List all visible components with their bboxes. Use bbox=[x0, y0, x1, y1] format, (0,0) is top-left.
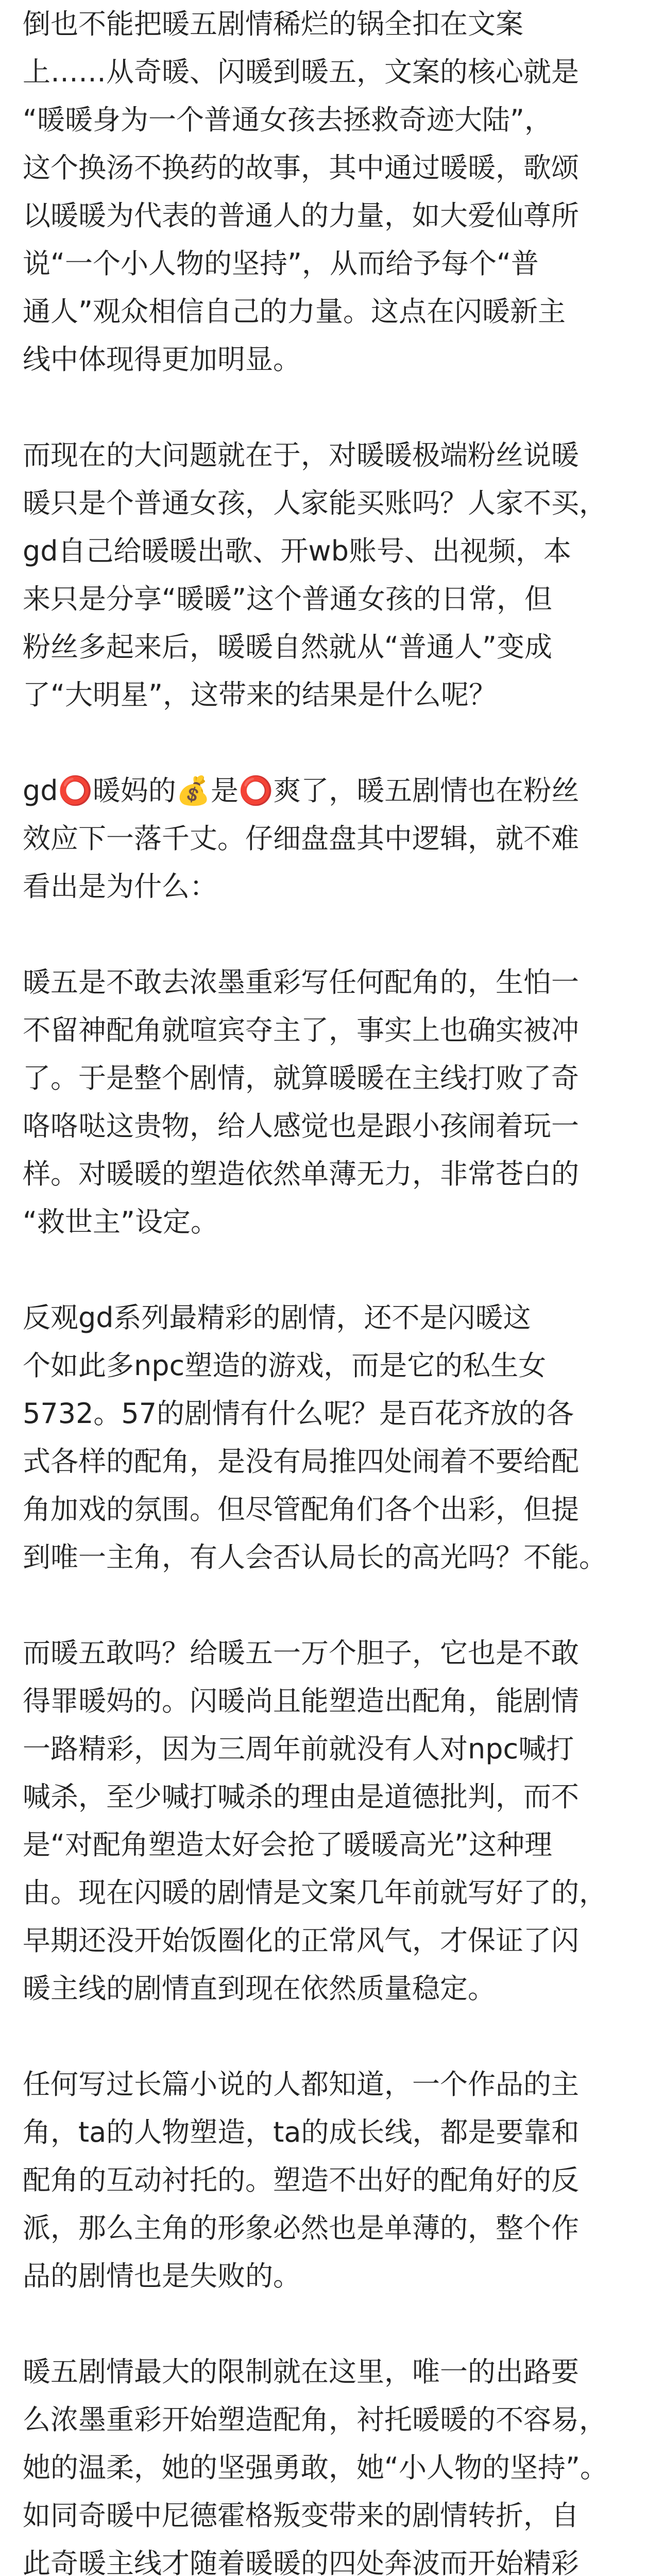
paragraph bbox=[23, 2348, 631, 2576]
paragraph bbox=[23, 1629, 631, 2012]
text-line: “救世主”设定。 bbox=[23, 1206, 218, 1238]
text-line: 早期还没开始饭圈化的正常风气，才保证了闪 bbox=[23, 1924, 579, 1957]
text-line: 由。现在闪暖的剧情是文案几年前就写好了的， bbox=[23, 1876, 607, 1909]
text-line: 暖五剧情最大的限制就在这里，唯一的出路要 bbox=[23, 2355, 579, 2388]
text-line: 配角的互动衬托的。塑造不出好的配角好的反 bbox=[23, 2164, 579, 2196]
text-line: 此奇暖主线才随着暖暖的四处奔波而开始精彩 bbox=[23, 2547, 579, 2576]
text-line: 了。于是整个剧情，就算暖暖在主线打败了奇 bbox=[23, 1062, 579, 1094]
paragraph-gap bbox=[23, 383, 631, 431]
text-line: 看出是为什么： bbox=[23, 870, 217, 903]
text-line: 暖主线的剧情直到现在依然质量稳定。 bbox=[23, 1972, 496, 2005]
text-line: 么浓墨重彩开始塑造配角，衬托暖暖的不容易， bbox=[23, 2403, 607, 2436]
text-line: 咯咯哒这贵物，给人感觉也是跟小孩闹着玩一 bbox=[23, 1110, 579, 1142]
text-line: 样。对暖暖的塑造依然单薄无力，非常苍白的 bbox=[23, 1158, 579, 1190]
article-text bbox=[23, 0, 631, 2576]
paragraph bbox=[23, 2060, 631, 2300]
text-line: 是“对配角塑造太好会抢了暖暖高光”这种理 bbox=[23, 1828, 552, 1861]
text-line: 通人”观众相信自己的力量。这点在闪暖新主 bbox=[23, 295, 566, 328]
text-line: 喊杀，至少喊打喊杀的理由是道德批判，而不 bbox=[23, 1781, 579, 1813]
text-line: 个如此多npc塑造的游戏，而是它的私生女 bbox=[23, 1349, 547, 1382]
text-line: 式各样的配角，是没有局推四处闹着不要给配 bbox=[23, 1445, 579, 1478]
paragraph bbox=[23, 431, 631, 719]
text-line: 这个换汤不换药的故事，其中通过暖暖，歌颂 bbox=[23, 151, 579, 184]
text-line: 以暖暖为代表的普通人的力量，如大爱仙尊所 bbox=[23, 199, 579, 232]
text-line: 派，那么主角的形象必然也是单薄的，整个作 bbox=[23, 2212, 579, 2244]
text-line: 说“一个小人物的坚持”，从而给予每个“普 bbox=[23, 247, 539, 280]
text-line: 不留神配角就喧宾夺主了，事实上也确实被冲 bbox=[23, 1014, 579, 1046]
text-line: 得罪暖妈的。闪暖尚且能塑造出配角，能剧情 bbox=[23, 1685, 579, 1717]
text-line: 暖五是不敢去浓墨重彩写任何配角的，生怕一 bbox=[23, 966, 579, 998]
text-line: 任何写过长篇小说的人都知道，一个作品的主 bbox=[23, 2068, 579, 2100]
text-line: 线中体现得更加明显。 bbox=[23, 343, 301, 376]
text-line: gd自己给暖暖出歌、开wb账号、出视频，本 bbox=[23, 535, 571, 567]
text-line: 她的温柔，她的坚强勇敢，她“小人物的坚持”。 bbox=[23, 2451, 608, 2484]
paragraph bbox=[23, 767, 631, 910]
text-line: gd⭕暖妈的💰是⭕爽了，暖五剧情也在粉丝 bbox=[23, 774, 580, 807]
paragraph-gap bbox=[23, 2012, 631, 2060]
text-line: 效应下一落千丈。仔细盘盘其中逻辑，就不难 bbox=[23, 822, 579, 855]
paragraph-gap bbox=[23, 719, 631, 767]
text-line: 品的剧情也是失败的。 bbox=[23, 2260, 301, 2292]
text-line: 倒也不能把暖五剧情稀烂的锅全扣在文案 bbox=[23, 8, 523, 40]
text-line: 角加戏的氛围。但尽管配角们各个出彩，但提 bbox=[23, 1493, 579, 1526]
paragraph-gap bbox=[23, 2300, 631, 2348]
text-line: 粉丝多起来后，暖暖自然就从“普通人”变成 bbox=[23, 631, 552, 663]
text-line: 而暖五敢吗？给暖五一万个胆子，它也是不敢 bbox=[23, 1637, 579, 1669]
paragraph-gap bbox=[23, 1581, 631, 1629]
text-line: 了“大明星”，这带来的结果是什么呢？ bbox=[23, 679, 497, 711]
text-line: 来只是分享“暖暖”这个普通女孩的日常，但 bbox=[23, 583, 552, 615]
text-line: 角，ta的人物塑造，ta的成长线，都是要靠和 bbox=[23, 2116, 580, 2148]
paragraph bbox=[23, 958, 631, 1246]
text-line: 上……从奇暖、闪暖到暖五，文案的核心就是 bbox=[23, 56, 579, 88]
paragraph-gap bbox=[23, 910, 631, 958]
paragraph bbox=[23, 0, 631, 383]
text-line: 而现在的大问题就在于，对暖暖极端粉丝说暖 bbox=[23, 439, 579, 471]
paragraph bbox=[23, 1294, 631, 1581]
text-line: “暖暖身为一个普通女孩去拯救奇迹大陆”， bbox=[23, 104, 552, 136]
text-line: 一路精彩，因为三周年前就没有人对npc喊打 bbox=[23, 1733, 574, 1765]
paragraph-gap bbox=[23, 1246, 631, 1294]
text-line: 5732。57的剧情有什么呢？是百花齐放的各 bbox=[23, 1397, 574, 1430]
text-line: 反观gd系列最精彩的剧情，还不是闪暖这 bbox=[23, 1301, 531, 1334]
text-line: 到唯一主角，有人会否认局长的高光吗？不能。 bbox=[23, 1541, 607, 1573]
text-line: 暖只是个普通女孩，人家能买账吗？人家不买， bbox=[23, 487, 607, 519]
text-line: 如同奇暖中尼德霍格叛变带来的剧情转折，自 bbox=[23, 2499, 579, 2532]
